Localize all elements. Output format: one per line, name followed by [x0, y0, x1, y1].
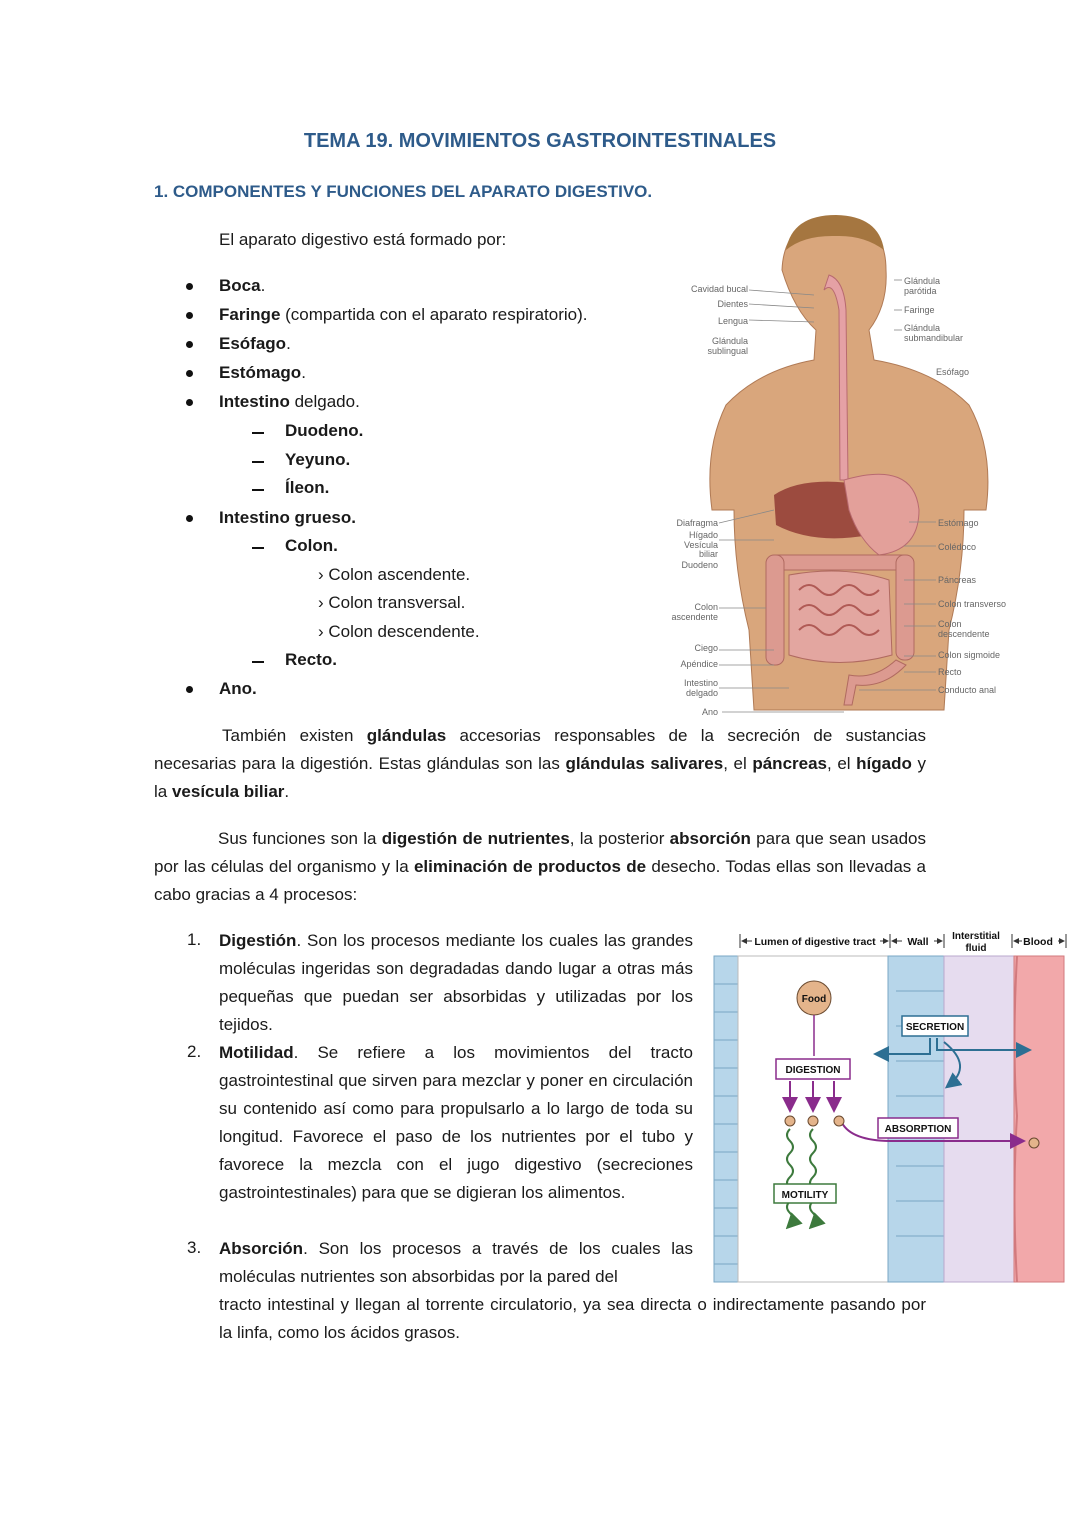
- anatomy-label: Páncreas: [938, 575, 977, 585]
- bullet: [186, 370, 193, 377]
- anatomy-label: delgado: [685, 688, 718, 698]
- anatomy-label: Lengua: [717, 316, 748, 326]
- anatomy-label: biliar: [698, 549, 718, 559]
- process-item: Digestión. Son los procesos mediante los cuales las grandes moléculas ingeridas son degradadas dando lugar a otras más pequeñas que puedan ser absorbidas y utilizadas por los tejidos.: [219, 931, 693, 1034]
- anatomy-label: Ano: [701, 707, 718, 717]
- bullet: [186, 283, 193, 290]
- anatomy-label: submandibular: [904, 333, 964, 343]
- anatomy-label: Faringe: [904, 305, 935, 315]
- food-label: Food: [801, 994, 827, 1005]
- interstitial-label-2: fluid: [965, 943, 987, 954]
- anatomy-label: parótida: [904, 286, 937, 296]
- list-item: Colon.: [285, 536, 338, 555]
- list-item: Ano.: [219, 679, 257, 698]
- bullet: [186, 515, 193, 522]
- anatomy-label: Colon sigmoide: [938, 650, 1001, 660]
- glands-paragraph: También existen glándulas accesorias responsables de la secreción de sustancias necesarias para la digestión. Estas glándulas son las glándulas salivares, el páncreas, el hígado y la vesícula biliar.: [154, 726, 926, 801]
- list-item: Íleon.: [285, 478, 330, 497]
- anatomy-label: Colon: [694, 602, 718, 612]
- anatomy-label: Diafragma: [676, 518, 718, 528]
- anatomy-label: Colédoco: [938, 542, 977, 552]
- page-title: TEMA 19. MOVIMIENTOS GASTROINTESTINALES: [303, 130, 777, 152]
- dash: [252, 461, 264, 463]
- anatomy-label: Duodeno: [681, 560, 718, 570]
- process-item-continuation: tracto intestinal y llegan al torrente circulatorio, ya sea directa o indirectamente pasando por la linfa, como los ácidos grasos.: [219, 1295, 926, 1342]
- process-number: 2.: [187, 1042, 202, 1061]
- list-item: Yeyuno.: [285, 450, 351, 469]
- functions-paragraph: Sus funciones son la digestión de nutrientes, la posterior absorción para que sean usados por las células del organismo y la eliminación de productos de desecho. Todas ellas son llevadas a cabo gracias a 4 procesos:: [154, 829, 927, 904]
- list-item: Estómago.: [219, 363, 306, 382]
- anatomy-label: Colon transverso: [938, 599, 1007, 609]
- process-number: 3.: [187, 1238, 202, 1257]
- anatomy-label: ascendente: [671, 612, 718, 622]
- dash: [252, 432, 264, 434]
- gi-processes-diagram: [712, 926, 1068, 1286]
- anatomy-label: Glándula: [904, 323, 941, 333]
- anatomy-label: Estómago: [938, 518, 979, 528]
- list-item: › Colon ascendente.: [318, 565, 471, 584]
- anatomy-label: Hígado: [688, 530, 718, 540]
- anatomy-label: Esófago: [936, 367, 970, 377]
- anatomy-label: Conducto anal: [938, 685, 997, 695]
- motility-label: MOTILITY: [781, 1190, 829, 1201]
- blood-label: Blood: [1023, 936, 1053, 948]
- list-item: Intestino delgado.: [219, 392, 360, 411]
- dash: [252, 489, 264, 491]
- list-item: Intestino grueso.: [219, 508, 356, 527]
- bullet: [186, 686, 193, 693]
- list-item: Faringe (compartida con el aparato respiratorio).: [219, 305, 588, 324]
- intro-text: El aparato digestivo está formado por:: [219, 230, 507, 249]
- anatomy-label: descendente: [938, 629, 990, 639]
- list-item: › Colon descendente.: [318, 622, 480, 641]
- bullet: [186, 312, 193, 319]
- anatomy-label: Vesícula: [683, 540, 718, 550]
- absorption-label: ABSORPTION: [884, 1124, 952, 1135]
- dash: [252, 661, 264, 663]
- anatomy-label: Colon: [938, 619, 962, 629]
- secretion-label: SECRETION: [905, 1022, 965, 1033]
- lumen-label: Lumen of digestive tract: [754, 936, 876, 948]
- interstitial-label: Interstitial: [952, 931, 1000, 942]
- anatomy-label: Intestino: [683, 678, 718, 688]
- anatomy-label: Glándula: [904, 276, 941, 286]
- process-item: Absorción. Son los procesos a través de los cuales las moléculas nutrientes son absorbidas por la pared del: [219, 1239, 693, 1286]
- wall-label: Wall: [907, 936, 929, 948]
- process-number: 1.: [187, 930, 202, 949]
- bullet: [186, 341, 193, 348]
- list-item: Recto.: [285, 650, 337, 669]
- anatomy-label: Recto: [938, 667, 962, 677]
- list-item: › Colon transversal.: [318, 593, 466, 612]
- process-item: Motilidad. Se refiere a los movimientos del tracto gastrointestinal que sirven para mezclar y poner en circulación su contenido así como para propulsarlo a lo largo de toda su longitud. Favorece el paso de los nutrientes por el tubo y favorece la mezcla con el jugo digestivo (secreciones gastrointestinales) para que se digieran los alimentos.: [219, 1043, 693, 1202]
- list-item: Boca.: [219, 276, 266, 295]
- anatomy-label: Apéndice: [680, 659, 718, 669]
- list-item: Duodeno.: [285, 421, 364, 440]
- list-item: Esófago.: [219, 334, 291, 353]
- anatomy-label: Glándula: [711, 336, 748, 346]
- digestion-label: DIGESTION: [785, 1065, 841, 1076]
- digestive-system-illustration: [664, 210, 1026, 720]
- bullet: [186, 399, 193, 406]
- anatomy-label: Cavidad bucal: [690, 284, 748, 294]
- dash: [252, 547, 264, 549]
- anatomy-label: sublingual: [707, 346, 748, 356]
- anatomy-label: Ciego: [694, 643, 718, 653]
- anatomy-label: Dientes: [717, 299, 748, 309]
- section-heading: 1. COMPONENTES Y FUNCIONES DEL APARATO DIGESTIVO.: [154, 182, 653, 201]
